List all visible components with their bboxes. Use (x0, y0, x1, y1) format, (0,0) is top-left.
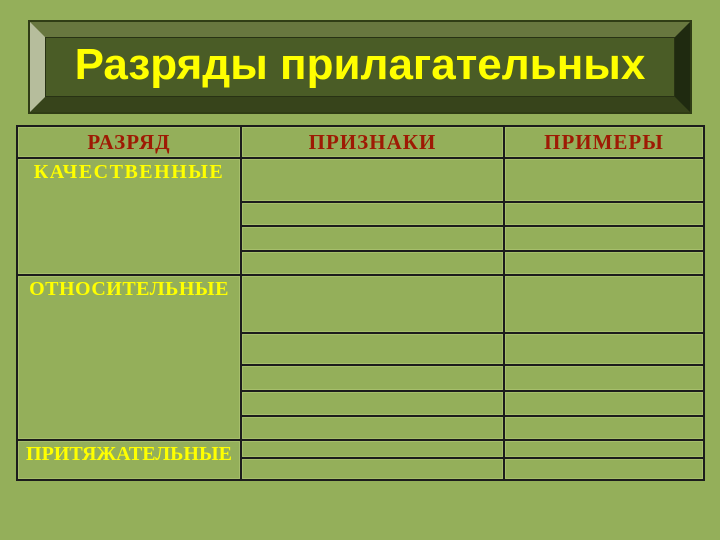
table-cell (241, 440, 504, 458)
row-group-label-otnositelnye: ОТНОСИТЕЛЬНЫЕ (17, 275, 241, 440)
table-cell (504, 275, 704, 333)
slide-title: Разряды прилагательных (74, 40, 646, 89)
table-cell (504, 440, 704, 458)
table-cell (504, 391, 704, 416)
row-group-label-kachestvennye: КАЧЕСТВЕННЫЕ (17, 158, 241, 275)
row-group-label-prityazhatelnye: ПРИТЯЖАТЕЛЬНЫЕ (17, 440, 241, 480)
table-cell (504, 158, 704, 202)
table-cell (504, 226, 704, 251)
table-cell (241, 458, 504, 480)
column-header-priznaki: ПРИЗНАКИ (241, 126, 504, 158)
table-cell (241, 391, 504, 416)
title-banner-panel (45, 37, 675, 97)
table-row (17, 440, 704, 458)
table-cell (504, 365, 704, 391)
table-header-row (17, 126, 704, 158)
table-cell (504, 458, 704, 480)
table-cell (241, 158, 504, 202)
adjective-categories-table (16, 125, 705, 481)
table-cell (241, 365, 504, 391)
column-header-primery: ПРИМЕРЫ (504, 126, 704, 158)
table-cell (241, 251, 504, 275)
title-banner (30, 22, 690, 112)
table-cell (504, 416, 704, 440)
table-cell (504, 202, 704, 226)
column-header-razryad: РАЗРЯД (17, 126, 241, 158)
table-row (17, 275, 704, 333)
table-cell (241, 416, 504, 440)
table-cell (241, 275, 504, 333)
table-cell (241, 333, 504, 365)
table-cell (504, 333, 704, 365)
table-cell (504, 251, 704, 275)
table-row (17, 158, 704, 202)
table-cell (241, 226, 504, 251)
table-cell (241, 202, 504, 226)
